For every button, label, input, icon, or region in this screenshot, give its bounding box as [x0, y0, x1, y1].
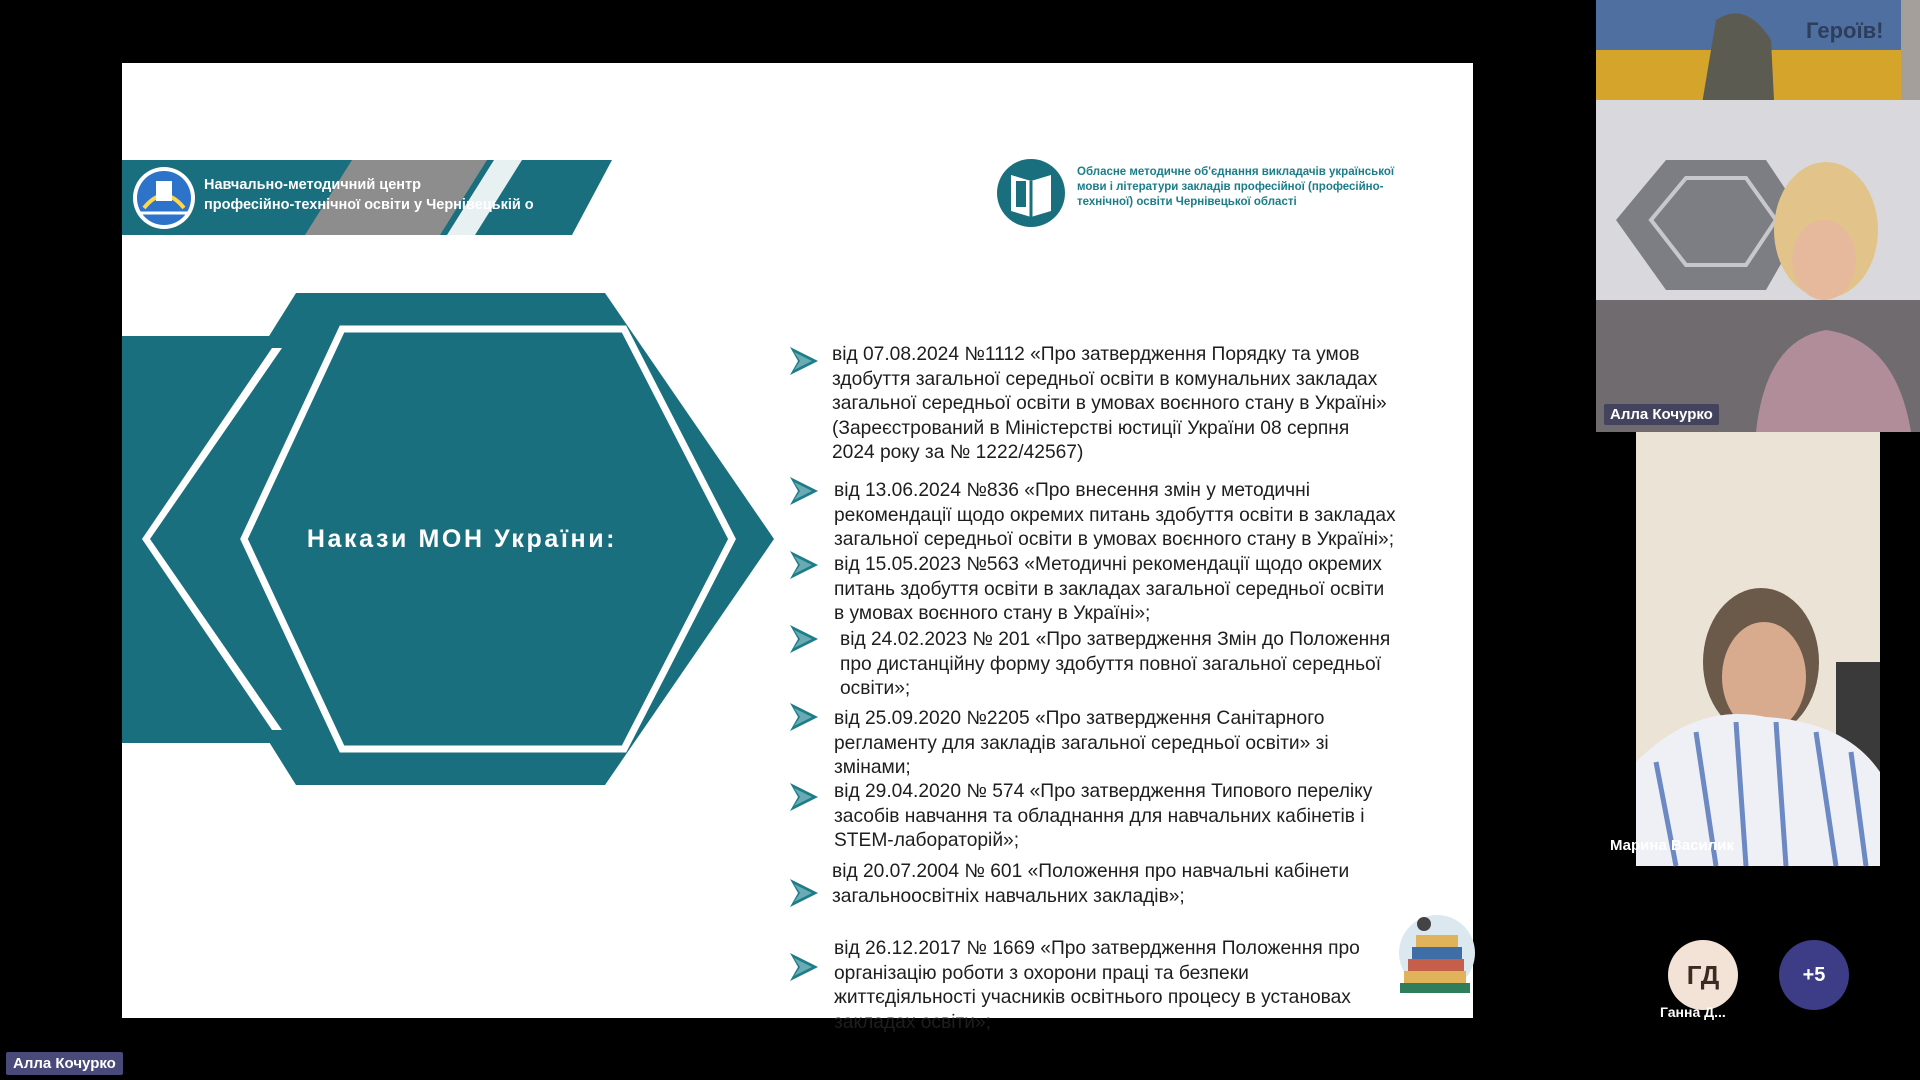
participant-avatar-gd[interactable] — [1668, 940, 1738, 1010]
order-line: STEM-лабораторій»; — [834, 830, 1020, 851]
center-name-text — [204, 175, 544, 215]
order-line: загальної середньої освіти в умовах воєнного стану в Україні» — [832, 393, 1387, 414]
order-item — [834, 479, 1474, 553]
avatar-initials: ГД — [1686, 959, 1720, 990]
order-line: про дистанційну форму здобуття повної загальної середньої — [840, 653, 1382, 675]
association-logo-icon — [997, 159, 1065, 227]
order-line: від 24.02.2023 № 201 «Про затвердження Змін до Положення — [840, 629, 1391, 650]
order-line: 2024 року за № 1222/42567) — [832, 442, 1084, 463]
order-line: від 15.05.2023 №563 «Методичні рекомендації щодо окремих — [834, 554, 1382, 575]
order-line: життєдіяльності учасників освітнього процесу в установах — [834, 987, 1351, 1008]
participant-video-tile[interactable] — [1610, 432, 1880, 866]
presenter-bottom-label: Алла Кочурко — [6, 1052, 123, 1075]
order-item — [834, 937, 1474, 1035]
participant-name-label: Марина Василик — [1610, 837, 1734, 854]
order-item — [834, 780, 1474, 854]
bullet-arrow-icon — [788, 877, 820, 909]
bullet-arrow-icon — [788, 475, 820, 507]
order-item — [832, 343, 1472, 466]
order-item — [840, 628, 1480, 702]
order-line: від 29.04.2020 № 574 «Про затвердження Типового переліку — [834, 781, 1373, 802]
more-participants-count: +5 — [1802, 963, 1826, 986]
order-line: організацію роботи з охорони праці та безпеки — [834, 962, 1249, 984]
participant-video-frame — [1636, 432, 1880, 866]
bullet-arrow-icon — [788, 781, 820, 813]
order-line: освіти»; — [840, 678, 911, 699]
order-line: питань здобуття освіти в закладах загальної середньої освіти — [834, 578, 1385, 600]
association-name-line1: Обласне методичне об'єднання викладачів української — [1077, 166, 1395, 178]
order-line: здобуття загальної середньої освіти в комунальних закладах — [832, 368, 1378, 390]
presenter-video-tile[interactable] — [1596, 0, 1920, 432]
order-line: змінами; — [834, 757, 911, 778]
order-line: від 20.07.2004 № 601 «Положення про навчальні кабінети — [832, 861, 1350, 882]
presenter-video-frame — [1596, 0, 1920, 432]
center-logo-icon — [133, 167, 195, 229]
order-item — [834, 553, 1474, 627]
bullet-arrow-icon — [788, 345, 820, 377]
order-line: закладах освіти»; — [834, 1011, 991, 1033]
avatar-gd-name: Ганна Д... — [1660, 1004, 1726, 1020]
association-name-line2: мови і літератури закладів професійної (професійно- — [1077, 181, 1384, 193]
order-line: в умовах воєнного стану в Україні»; — [834, 603, 1151, 624]
order-line: загальноосвітніх навчальних закладів»; — [832, 885, 1185, 907]
order-item — [834, 707, 1474, 781]
order-line: від 13.06.2024 №836 «Про внесення змін у методичні — [834, 480, 1310, 501]
order-line: засобів навчання та обладнання для навчальних кабінетів і — [834, 805, 1365, 827]
more-participants-button[interactable] — [1779, 940, 1849, 1010]
center-name-line1: Навчально-методичний центр — [204, 177, 421, 193]
center-name-line2: професійно-технічної освіти у Чернівецькій о — [204, 197, 534, 213]
shared-slide — [122, 63, 1473, 1033]
order-line: загальної середньої освіти в умовах воєнного стану в Україні»; — [834, 529, 1395, 550]
order-line: (Зареєстрований в Міністерстві юстиції України 08 серпня — [832, 417, 1350, 439]
association-name-text — [1077, 165, 1437, 210]
wall-text: Героїв! — [1806, 18, 1884, 43]
order-line: рекомендації щодо окремих питань здобуття освіти в закладах — [834, 504, 1396, 526]
order-line: від 25.09.2020 №2205 «Про затвердження Санітарного — [834, 708, 1325, 729]
presenter-name-label: Алла Кочурко — [1604, 404, 1719, 425]
order-line: від 26.12.2017 № 1669 «Про затвердження Положення про — [834, 938, 1360, 959]
bullet-arrow-icon — [788, 701, 820, 733]
order-line: від 07.08.2024 №1112 «Про затвердження Порядку та умов — [832, 344, 1360, 365]
slide-title: Накази МОН України: — [306, 525, 618, 553]
association-name-line3: технічної) освіти Чернівецької області — [1077, 196, 1297, 208]
bullet-arrow-icon — [788, 549, 820, 581]
bullet-arrow-icon — [788, 623, 820, 655]
order-item — [832, 860, 1472, 909]
order-line: регламенту для закладів загальної середньої освіти» зі — [834, 732, 1329, 754]
bullet-arrow-icon — [788, 951, 820, 983]
